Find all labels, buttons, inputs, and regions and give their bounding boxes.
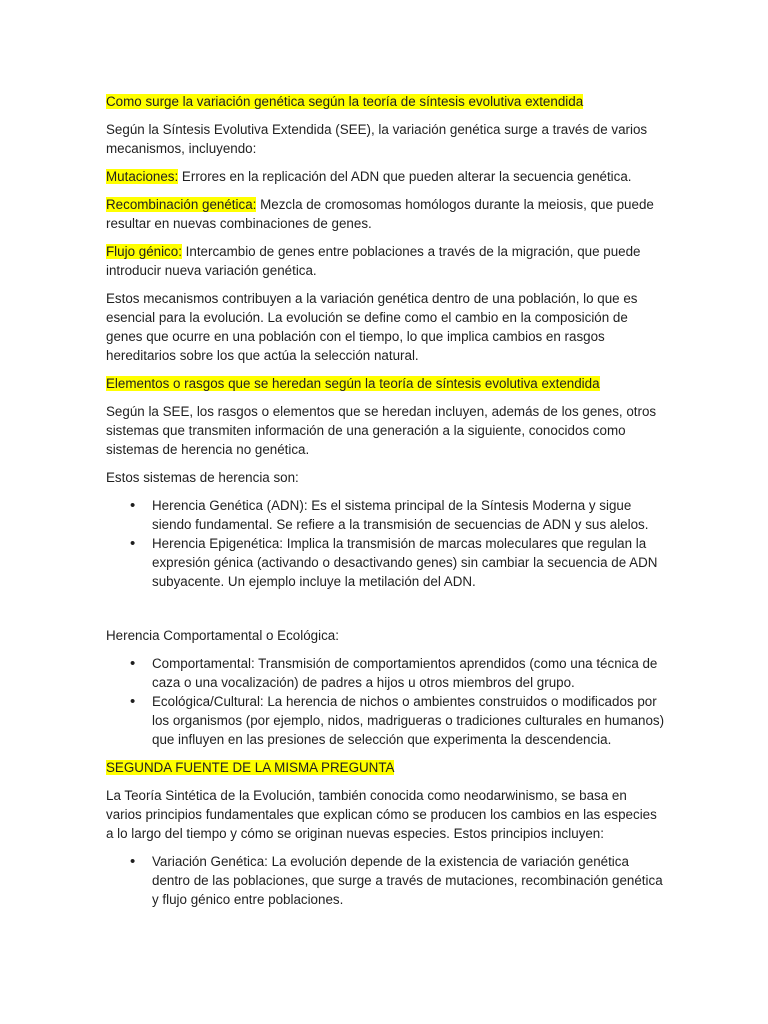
highlighted-term: Recombinación genética:: [106, 197, 257, 212]
document-body: [106, 92, 666, 918]
list-item: • Comportamental: Transmisión de comportamientos aprendidos (como una técnica de caza o una vocalización) de padres a hijos u otros miembros del grupo.: [152, 654, 666, 692]
mechanism-mutations: [106, 167, 666, 186]
heading-second-source: [106, 758, 666, 777]
list-item: • Herencia Genética (ADN): Es el sistema principal de la Síntesis Moderna y sigue siendo fundamental. Se refiere a la transmisión de secuencias de ADN y sus alelos.: [152, 496, 666, 534]
highlighted-term: Mutaciones:: [106, 169, 179, 184]
mechanism-text: Mezcla de cromosomas homólogos durante la meiosis, que puede resultar en nuevas combinaciones de genes.: [106, 197, 654, 231]
synthetic-theory-paragraph: La Teoría Sintética de la Evolución, también conocida como neodarwinismo, se basa en varios principios fundamentales que explican cómo se producen los cambios en las especies a lo largo del tiempo y cómo se originan nuevas especies. Estos principios incluyen:: [106, 788, 657, 841]
mechanism-text: Intercambio de genes entre poblaciones a través de la migración, que puede introducir nueva variación genética.: [106, 244, 641, 278]
list-item: • Herencia Epigenética: Implica la transmisión de marcas moleculares que regulan la expresión génica (activando o desactivando genes) sin cambiar la secuencia de ADN subyacente. Un ejemplo incluye la metilación del ADN.: [152, 534, 666, 591]
behavioral-paragraph: Herencia Comportamental o Ecológica:: [106, 628, 339, 643]
heading-variation: [106, 92, 666, 111]
list-item: • Variación Genética: La evolución depende de la existencia de variación genética dentro de las poblaciones, que surge a través de mutaciones, recombinación genética y flujo génico entre poblaciones.: [152, 852, 666, 909]
systems-paragraph: Estos sistemas de herencia son:: [106, 470, 299, 485]
behavioral-list: [106, 654, 666, 749]
highlighted-heading: Elementos o rasgos que se heredan según la teoría de síntesis evolutiva extendida: [106, 376, 600, 391]
principles-list: [106, 852, 666, 909]
heading-inherited-traits: [106, 374, 666, 393]
mechanism-gene-flow: [106, 242, 666, 280]
list-item: • Ecológica/Cultural: La herencia de nichos o ambientes construidos o modificados por los organismos (por ejemplo, nidos, madrigueras o tradiciones culturales en humanos) que influyen en las presiones de selección que experimenta la descendencia.: [152, 692, 666, 749]
highlighted-heading: Como surge la variación genética según la teoría de síntesis evolutiva extendida: [106, 94, 584, 109]
evolution-paragraph: Estos mecanismos contribuyen a la variación genética dentro de una población, lo que es esencial para la evolución. La evolución se define como el cambio en la composición de genes que ocurre en una población con el tiempo, lo que implica cambios en rasgos hereditarios sobre los que actúa la selección natural.: [106, 291, 638, 363]
see-paragraph: Según la SEE, los rasgos o elementos que se heredan incluyen, además de los genes, otros sistemas que transmiten información de una generación a la siguiente, conocidos como sistemas de herencia no genética.: [106, 404, 657, 457]
mechanism-text: Errores en la replicación del ADN que pueden alterar la secuencia genética.: [178, 169, 632, 184]
highlighted-heading: SEGUNDA FUENTE DE LA MISMA PREGUNTA: [106, 760, 395, 775]
highlighted-term: Flujo génico:: [106, 244, 182, 259]
intro-paragraph: Según la Síntesis Evolutiva Extendida (SEE), la variación genética surge a través de varios mecanismos, incluyendo:: [106, 122, 648, 156]
mechanism-recombination: [106, 195, 666, 233]
inheritance-list: [106, 496, 666, 591]
blank-line: [106, 600, 666, 626]
